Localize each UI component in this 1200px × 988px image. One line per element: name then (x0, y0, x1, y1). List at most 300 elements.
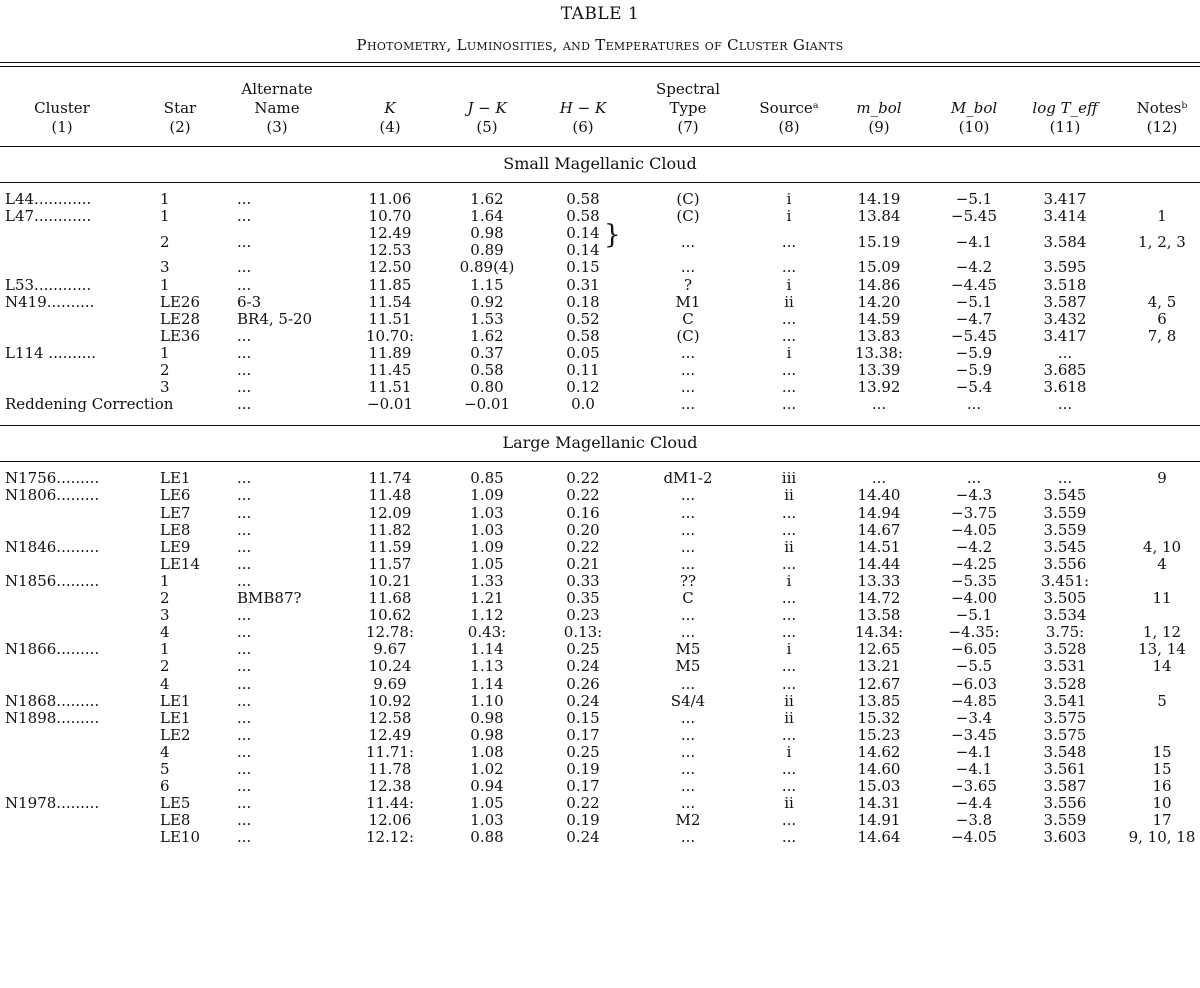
table-cell: 9.67 (373, 640, 407, 659)
table-cell: 15 (1152, 760, 1172, 778)
table-cell: 0.58 (566, 207, 600, 226)
table-cell: ... (781, 828, 797, 847)
column-header-line: Spectral (655, 80, 721, 98)
table-cell: 14.40 (857, 486, 901, 505)
table-cell: 0.89 (470, 241, 504, 260)
table-cell: 13.21 (857, 657, 901, 676)
table-cell: 12.53 (368, 241, 412, 260)
table-cell: ... (237, 503, 252, 522)
table-cell: 1.15 (470, 275, 504, 294)
table-cell: 15.19 (857, 232, 901, 251)
table-cell: 1.12 (470, 606, 504, 625)
table-cell: 3.75: (1045, 623, 1085, 642)
table-cell: ... (237, 554, 252, 573)
table-cell: ... (680, 537, 696, 556)
table-cell: 3.451: (1041, 571, 1089, 590)
table-cell: 0.15 (566, 708, 600, 727)
table-cell: 7, 8 (1147, 326, 1177, 345)
table-cell: −4.45 (951, 275, 997, 294)
table-cell: 3 (160, 378, 170, 397)
table-cell: 1.64 (470, 207, 504, 226)
table-cell: 0.98 (470, 708, 504, 727)
table-cell: 17 (1152, 811, 1172, 830)
table-cell: L53............ (5, 275, 92, 294)
table-cell: 4 (1157, 554, 1167, 573)
table-cell: 0.16 (566, 503, 600, 522)
table-cell: C (682, 309, 694, 328)
table-cell: ... (237, 623, 252, 642)
table-cell: 15.32 (857, 708, 901, 727)
table-cell: ... (237, 794, 252, 813)
table-cell: Reddening Correction (5, 395, 174, 414)
table-cell: 0.88 (470, 828, 504, 847)
table-cell: ... (1057, 469, 1073, 488)
column-header-line: (7) (677, 118, 699, 136)
column-header-5 (467, 99, 506, 137)
section-heading-rule (0, 461, 1200, 462)
table-cell: 12.09 (368, 503, 412, 522)
column-header-line: (10) (958, 118, 990, 136)
table-cell: 11.54 (368, 292, 412, 311)
table-cell: ... (237, 640, 252, 659)
table-cell: ... (781, 361, 797, 379)
table-cell: ... (237, 691, 252, 710)
table-cell: ... (781, 760, 797, 778)
column-header-line: Name (254, 99, 300, 117)
table-cell: ... (781, 520, 797, 539)
table-cell: ... (680, 760, 696, 778)
table-cell: 11.68 (368, 589, 412, 607)
column-header-4 (379, 99, 400, 137)
table-cell: −4.1 (955, 760, 993, 778)
section-heading: Large Magellanic Cloud (502, 433, 698, 453)
table-cell: ... (680, 232, 696, 251)
table-cell: 11.85 (368, 275, 412, 294)
table-cell: ... (680, 343, 696, 362)
table-cell: (C) (676, 190, 700, 208)
table-cell: −5.9 (955, 343, 993, 362)
table-cell: ... (237, 674, 252, 693)
table-cell: 15.23 (857, 725, 901, 744)
table-cell: M1 (675, 292, 701, 311)
table-cell: 1.10 (470, 691, 504, 710)
table-cell: 0.18 (566, 292, 600, 311)
table-cell: 1.62 (470, 326, 504, 345)
table-cell: LE1 (160, 708, 191, 727)
table-cell: N1806......... (5, 486, 100, 505)
column-header-line: (1) (51, 118, 73, 136)
table-cell: 13.58 (857, 606, 901, 625)
table-cell: ... (237, 657, 252, 676)
table-cell: ... (237, 275, 252, 294)
table-cell: 11.48 (368, 486, 412, 505)
table-cell: ... (237, 395, 252, 414)
table-cell: −4.25 (951, 554, 997, 573)
table-cell: 0.20 (566, 520, 600, 539)
table-cell: 11.57 (368, 554, 412, 573)
table-cell: 14.62 (857, 742, 901, 761)
column-header-line: (12) (1146, 118, 1178, 136)
column-header-11 (1032, 99, 1097, 137)
table-cell: M5 (675, 640, 701, 659)
table-cell: ... (680, 742, 696, 761)
section-heading-rule (0, 182, 1200, 183)
table-cell: 0.92 (470, 292, 504, 311)
table-cell: N1856......... (5, 571, 100, 590)
table-cell: 11.71: (366, 742, 414, 761)
column-header-3 (241, 80, 312, 137)
table-cell: 0.89(4) (459, 258, 515, 277)
section-heading: Small Magellanic Cloud (503, 154, 697, 173)
table-cell: LE6 (160, 486, 191, 505)
table-cell: ... (237, 828, 252, 847)
table-cell: 11.78 (368, 760, 412, 778)
table-cell: 1.03 (470, 503, 504, 522)
table-cell: 0.19 (566, 811, 600, 830)
table-cell: 0.58 (470, 361, 504, 379)
table-cell: 11.51 (368, 378, 412, 397)
table-cell: 0.21 (566, 554, 600, 573)
table-cell: LE36 (160, 326, 200, 345)
column-header-8 (759, 99, 818, 137)
table-cell: 1.53 (470, 309, 504, 328)
table-cell: 12.67 (857, 674, 901, 693)
table-cell: −3.45 (951, 725, 997, 744)
table-cell: 14.86 (857, 275, 901, 294)
table-cell: 10.92 (368, 691, 412, 710)
table-cell: ... (680, 503, 696, 522)
column-header-9 (856, 99, 901, 137)
table-cell: 4 (160, 674, 170, 693)
table-cell: ... (781, 309, 797, 328)
table-cell: ... (1057, 395, 1073, 414)
table-cell: ... (237, 537, 252, 556)
table-cell: −4.00 (951, 589, 997, 607)
table-cell: i (786, 571, 792, 590)
table-cell: ... (781, 589, 797, 607)
table-cell: ... (781, 378, 797, 397)
table-cell: ... (237, 378, 252, 397)
table-cell: −5.1 (955, 292, 993, 311)
table-cell: −3.65 (951, 777, 997, 796)
table-cell: −4.2 (955, 537, 993, 556)
table-cell: 14.60 (857, 760, 901, 778)
table-cell: 3.584 (1043, 232, 1087, 251)
table-cell: 0.22 (566, 486, 600, 505)
table-cell: N1866......... (5, 640, 100, 659)
table-cell: ... (237, 486, 252, 505)
table-cell: S4/4 (670, 691, 706, 710)
column-header-line: (8) (778, 118, 800, 136)
table-cell: ... (1057, 343, 1073, 362)
table-cell: ... (680, 674, 696, 693)
table-cell: 0.24 (566, 657, 600, 676)
table-cell: ... (237, 760, 252, 778)
table-cell: 0.14 (566, 241, 600, 260)
table-cell: 1.13 (470, 657, 504, 676)
table-cell: (C) (676, 326, 700, 345)
table-cell: LE7 (160, 503, 191, 522)
table-cell: i (786, 343, 792, 362)
table-cell: 3.541 (1043, 691, 1087, 710)
top-rule-1 (0, 62, 1200, 63)
table-cell: LE8 (160, 520, 191, 539)
table-cell: ii (784, 292, 794, 311)
table-cell: 0.31 (566, 275, 600, 294)
column-header-line: M_bol (950, 99, 998, 117)
table-cell: 1 (160, 190, 170, 208)
column-header-line: H − K (559, 99, 607, 117)
table-cell: ... (680, 395, 696, 414)
table-cell: ... (781, 326, 797, 345)
table-cell: 3 (160, 606, 170, 625)
table-cell: 1, 12 (1142, 623, 1182, 642)
table-cell: N1898......... (5, 708, 100, 727)
table-cell: 0.85 (470, 469, 504, 488)
table-cell: 1.14 (470, 674, 504, 693)
table-cell: 0.17 (566, 725, 600, 744)
table-cell: 12.49 (368, 725, 412, 744)
table-cell: 11.89 (368, 343, 412, 362)
table-cell: 0.52 (566, 309, 600, 328)
table-cell: 0.58 (566, 190, 600, 208)
table-cell: ... (680, 725, 696, 744)
table-cell: LE9 (160, 537, 191, 556)
table-cell: −0.01 (367, 395, 413, 414)
column-header-line: Star (163, 99, 197, 117)
table-cell: 6-3 (237, 292, 262, 311)
table-cell: 0.22 (566, 469, 600, 488)
table-cell: 6 (160, 777, 170, 796)
table-cell: 1 (160, 275, 170, 294)
table-cell: ... (781, 623, 797, 642)
table-cell: 11.06 (368, 190, 412, 208)
table-cell: 1 (160, 640, 170, 659)
table-cell: 3.548 (1043, 742, 1087, 761)
column-header-2 (164, 99, 196, 137)
table-cell: 3.556 (1043, 554, 1087, 573)
table-cell: i (786, 190, 792, 208)
table-cell: 11.45 (368, 361, 412, 379)
table-cell: −4.7 (955, 309, 993, 328)
table-cell: 2 (160, 589, 170, 607)
table-cell: 0.14 (566, 224, 600, 243)
table-cell: ... (966, 395, 982, 414)
table-cell: −4.85 (951, 691, 997, 710)
table-cell: 3.531 (1043, 657, 1087, 676)
table-cell: 3.595 (1043, 258, 1087, 277)
table-cell: −4.4 (955, 794, 993, 813)
table-cell: 9 (1157, 469, 1167, 488)
table-cell: 3.561 (1043, 760, 1087, 778)
column-header-12 (1137, 99, 1188, 137)
table-cell: 0.22 (566, 537, 600, 556)
table-cell: 4, 5 (1147, 292, 1177, 311)
table-cell: LE8 (160, 811, 191, 830)
table-cell: dM1-2 (663, 469, 713, 488)
table-cell: 12.58 (368, 708, 412, 727)
table-cell: ... (237, 232, 252, 251)
table-cell: −4.05 (951, 520, 997, 539)
table-cell: 0.24 (566, 828, 600, 847)
table-cell: ... (237, 361, 252, 379)
column-header-line: J − K (467, 99, 507, 117)
table-cell: ... (680, 777, 696, 796)
table-cell: 14.67 (857, 520, 901, 539)
table-cell: 13.85 (857, 691, 901, 710)
column-header-line: (2) (169, 118, 191, 136)
table-cell: LE14 (160, 554, 200, 573)
table-cell: 1.05 (470, 554, 504, 573)
table-cell: 0.19 (566, 760, 600, 778)
table-cell: L47............ (5, 207, 92, 226)
table-cell: ... (237, 708, 252, 727)
table-cell: 0.98 (470, 224, 504, 243)
table-cell: 0.98 (470, 725, 504, 744)
table-cell: 3.528 (1043, 640, 1087, 659)
table-cell: 3.545 (1043, 537, 1087, 556)
table-cell: −0.01 (464, 395, 510, 414)
table-cell: ... (680, 554, 696, 573)
table-cell: 0.0 (571, 395, 595, 414)
table-cell: −3.4 (955, 708, 993, 727)
column-header-10 (951, 99, 997, 137)
table-cell: 1 (160, 207, 170, 226)
table-cell: 12.06 (368, 811, 412, 830)
table-cell: M5 (675, 657, 701, 676)
table-cell: 11.59 (368, 537, 412, 556)
header-rule (0, 146, 1200, 147)
table-cell: 0.94 (470, 777, 504, 796)
table-cell: 1 (1157, 207, 1167, 226)
table-cell: 3.603 (1043, 828, 1087, 847)
table-cell: 14 (1152, 657, 1172, 676)
table-cell: 2 (160, 232, 170, 251)
column-header-line: K (384, 99, 396, 117)
table-cell: −5.1 (955, 190, 993, 208)
table-cell: ... (781, 725, 797, 744)
table-cell: i (786, 207, 792, 226)
table-cell: LE1 (160, 469, 191, 488)
table-cell: 3.559 (1043, 811, 1087, 830)
table-cell: 13.38: (855, 343, 903, 362)
table-cell: ... (680, 794, 696, 813)
table-cell: 0.43: (467, 623, 507, 642)
table-cell: 13.33 (857, 571, 901, 590)
table-cell: 0.15 (566, 258, 600, 277)
table-cell: ... (781, 811, 797, 830)
table-cell: 14.51 (857, 537, 901, 556)
table-cell: 16 (1152, 777, 1172, 796)
table-cell: LE26 (160, 292, 200, 311)
table-cell: 12.12: (366, 828, 414, 847)
table-cell: 11.44: (366, 794, 414, 813)
table-cell: 1.05 (470, 794, 504, 813)
table-cell: ?? (679, 571, 697, 590)
table-cell: 14.34: (855, 623, 903, 642)
table-cell: L44............ (5, 190, 92, 208)
table-cell: 13.83 (857, 326, 901, 345)
table-cell: 0.05 (566, 343, 600, 362)
table-cell: ii (784, 794, 794, 813)
table-cell: 1.03 (470, 811, 504, 830)
table-cell: 3.545 (1043, 486, 1087, 505)
table-cell: 0.37 (470, 343, 504, 362)
table-cell: M2 (675, 811, 701, 830)
table-cell: ... (680, 606, 696, 625)
table-cell: 3.587 (1043, 292, 1087, 311)
table-cell: 1.62 (470, 190, 504, 208)
table-cell: ? (683, 275, 693, 294)
table-cell: ... (781, 258, 797, 277)
merge-brace: } (604, 220, 621, 251)
table-cell: −3.8 (955, 811, 993, 830)
table-cell: ... (680, 486, 696, 505)
table-cell: ... (781, 674, 797, 693)
table-cell: i (786, 640, 792, 659)
table-cell: −5.35 (951, 571, 997, 590)
table-cell: L114 .......... (5, 343, 97, 362)
table-cell: 3.575 (1043, 725, 1087, 744)
table-cell: 4, 10 (1142, 537, 1182, 556)
table-cell: 14.94 (857, 503, 901, 522)
table-cell: C (682, 589, 694, 607)
table-cell: 4 (160, 742, 170, 761)
table-cell: ... (237, 258, 252, 277)
table-cell: ... (680, 623, 696, 642)
table-subtitle: Photometry, Luminosities, and Temperatures of Cluster Giants (356, 36, 844, 54)
table-cell: −5.5 (955, 657, 993, 676)
table-cell: BMB87? (237, 589, 302, 607)
table-cell: ... (237, 742, 252, 761)
table-cell: 2 (160, 657, 170, 676)
table-cell: 12.65 (857, 640, 901, 659)
table-cell: ... (237, 777, 252, 796)
table-cell: 5 (160, 760, 170, 778)
table-cell: −4.05 (951, 828, 997, 847)
table-cell: 0.17 (566, 777, 600, 796)
table-cell: i (786, 275, 792, 294)
table-cell: 14.44 (857, 554, 901, 573)
table-cell: 0.25 (566, 640, 600, 659)
table-cell: 12.78: (366, 623, 414, 642)
table-cell: 3.587 (1043, 777, 1087, 796)
table-cell: 11.82 (368, 520, 412, 539)
table-cell: −6.05 (951, 640, 997, 659)
table-cell: 11 (1152, 589, 1172, 607)
table-cell: 14.64 (857, 828, 901, 847)
table-cell: 1 (160, 343, 170, 362)
table-cell: 3.417 (1043, 326, 1087, 345)
table-cell: ... (237, 520, 252, 539)
table-cell: 0.23 (566, 606, 600, 625)
table-cell: 10.70 (368, 207, 412, 226)
table-cell: ... (680, 828, 696, 847)
column-header-line: (6) (572, 118, 594, 136)
table-cell: −5.45 (951, 207, 997, 226)
table-cell: 14.59 (857, 309, 901, 328)
table-cell: ... (237, 343, 252, 362)
table-cell: ... (680, 708, 696, 727)
table-cell: 0.26 (566, 674, 600, 693)
table-cell: 14.72 (857, 589, 901, 607)
table-cell: 14.91 (857, 811, 901, 830)
table-cell: 0.24 (566, 691, 600, 710)
column-header-6 (560, 99, 606, 137)
table-cell: ... (781, 503, 797, 522)
table-cell: ... (680, 258, 696, 277)
table-cell: −6.03 (951, 674, 997, 693)
